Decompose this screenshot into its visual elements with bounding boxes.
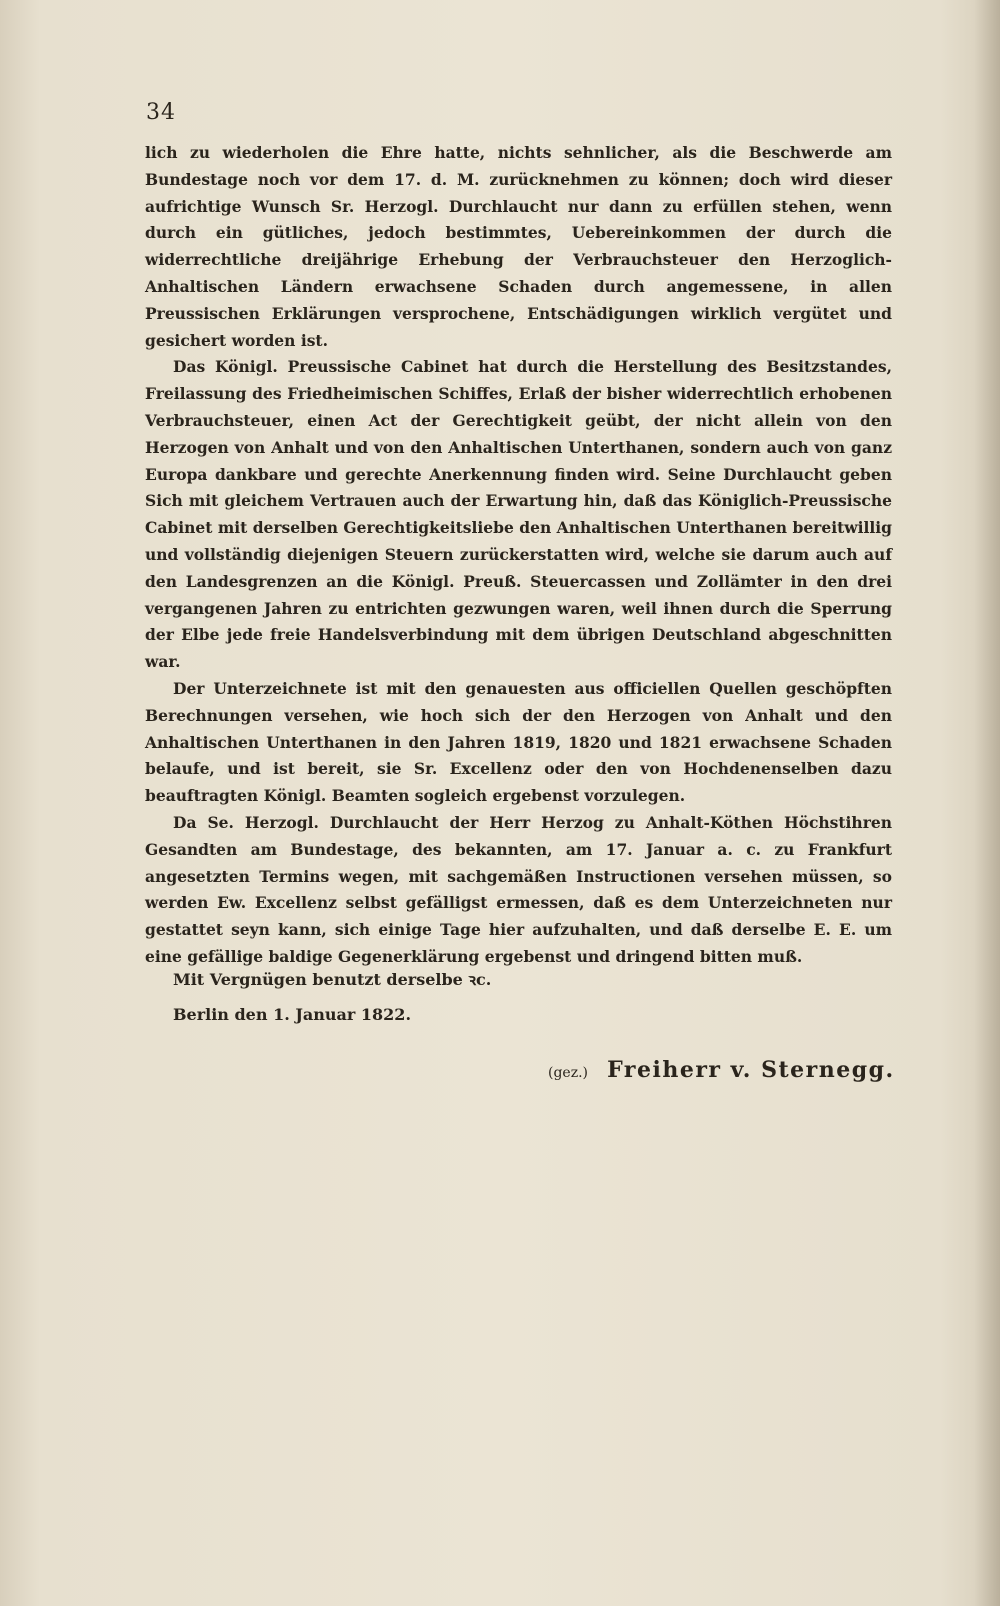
paragraph-request: Da Se. Herzogl. Durchlaucht der Herr Herzog zu Anhalt-Köthen Höchstihren Gesandten am Bundestage, des bekannten, am 17. Januar a. c. zu Frankfurt angesetzten Termins wegen, mit sachgemäßen Instructionen versehen müssen, so werden Ew. Excellenz selbst gefälligst ermessen, daß es dem Unterzeichneten nur gestattet seyn kann, sich einige Tage hier aufzuhalten, und daß derselbe E. E. um eine gefällige baldige Gegenerklärung ergebenst und dringend bitten muß.	[145, 812, 892, 966]
paragraph-continuation: lich zu wiederholen die Ehre hatte, nichts sehnlicher, als die Beschwerde am Bundestage noch vor dem 17. d. M. zurücknehmen zu können; doch wird dieser aufrichtige Wunsch Sr. Herzogl. Durchlaucht nur dann zu erfüllen stehen, wenn durch ein gütliches, jedoch bestimmtes, Uebereinkommen der durch die widerrechtliche dreijährige Erhebung der Verbrauchsteuer den Herzoglich-Anhaltischen Ländern erwachsene Schaden durch angemessene, in allen Preussischen Erklärungen versprochene, Entschädigungen wirklich vergütet und gesichert worden ist.	[145, 143, 892, 350]
body-text	[145, 140, 892, 971]
page-number: 34	[146, 100, 176, 125]
closing-greeting: Mit Vergnügen benutzt derselbe ꝛc.	[173, 970, 492, 989]
signature	[548, 1057, 895, 1083]
page-edge-shadow	[974, 0, 1000, 1606]
place-date: Berlin den 1. Januar 1822.	[173, 1005, 412, 1024]
paragraph-cabinet: Das Königl. Preussische Cabinet hat durch die Herstellung des Besitzstandes, Freilassung des Friedheimischen Schiffes, Erlaß der bisher widerrechtlich erhobenen Verbrauchsteuer, einen Act der Gerechtigkeit geübt, der nicht allein von den Herzogen von Anhalt und von den Anhaltischen Unterthanen, sondern auch von ganz Europa dankbare und gerechte Anerkennung finden wird. Seine Durchlaucht geben Sich mit gleichem Vertrauen auch der Erwartung hin, daß das Königlich-Preussische Cabinet mit derselben Gerechtigkeitsliebe den Anhaltischen Unterthanen bereitwillig und vollständig diejenigen Steuern zurückerstatten wird, welche sie darum auch auf den Landesgrenzen an die Königl. Preuß. Steuercassen und Zollämter in den drei vergangenen Jahren zu entrichten gezwungen waren, weil ihnen durch die Sperrung der Elbe jede freie Handelsverbindung mit dem übrigen Deutschland abgeschnitten war.	[145, 357, 892, 672]
signature-prefix: (gez.)	[548, 1065, 588, 1081]
paragraph-calculations: Der Unterzeichnete ist mit den genauesten aus officiellen Quellen geschöpften Berechnungen versehen, wie hoch sich der den Herzogen von Anhalt und den Anhaltischen Unterthanen in den Jahren 1819, 1820 und 1821 erwachsene Schaden belaufe, und ist bereit, sie Sr. Excellenz oder den von Hochdenenselben dazu beauftragten Königl. Beamten sogleich ergebenst vorzulegen.	[145, 678, 892, 806]
signature-name: Freiherr v. Sternegg.	[607, 1057, 895, 1083]
